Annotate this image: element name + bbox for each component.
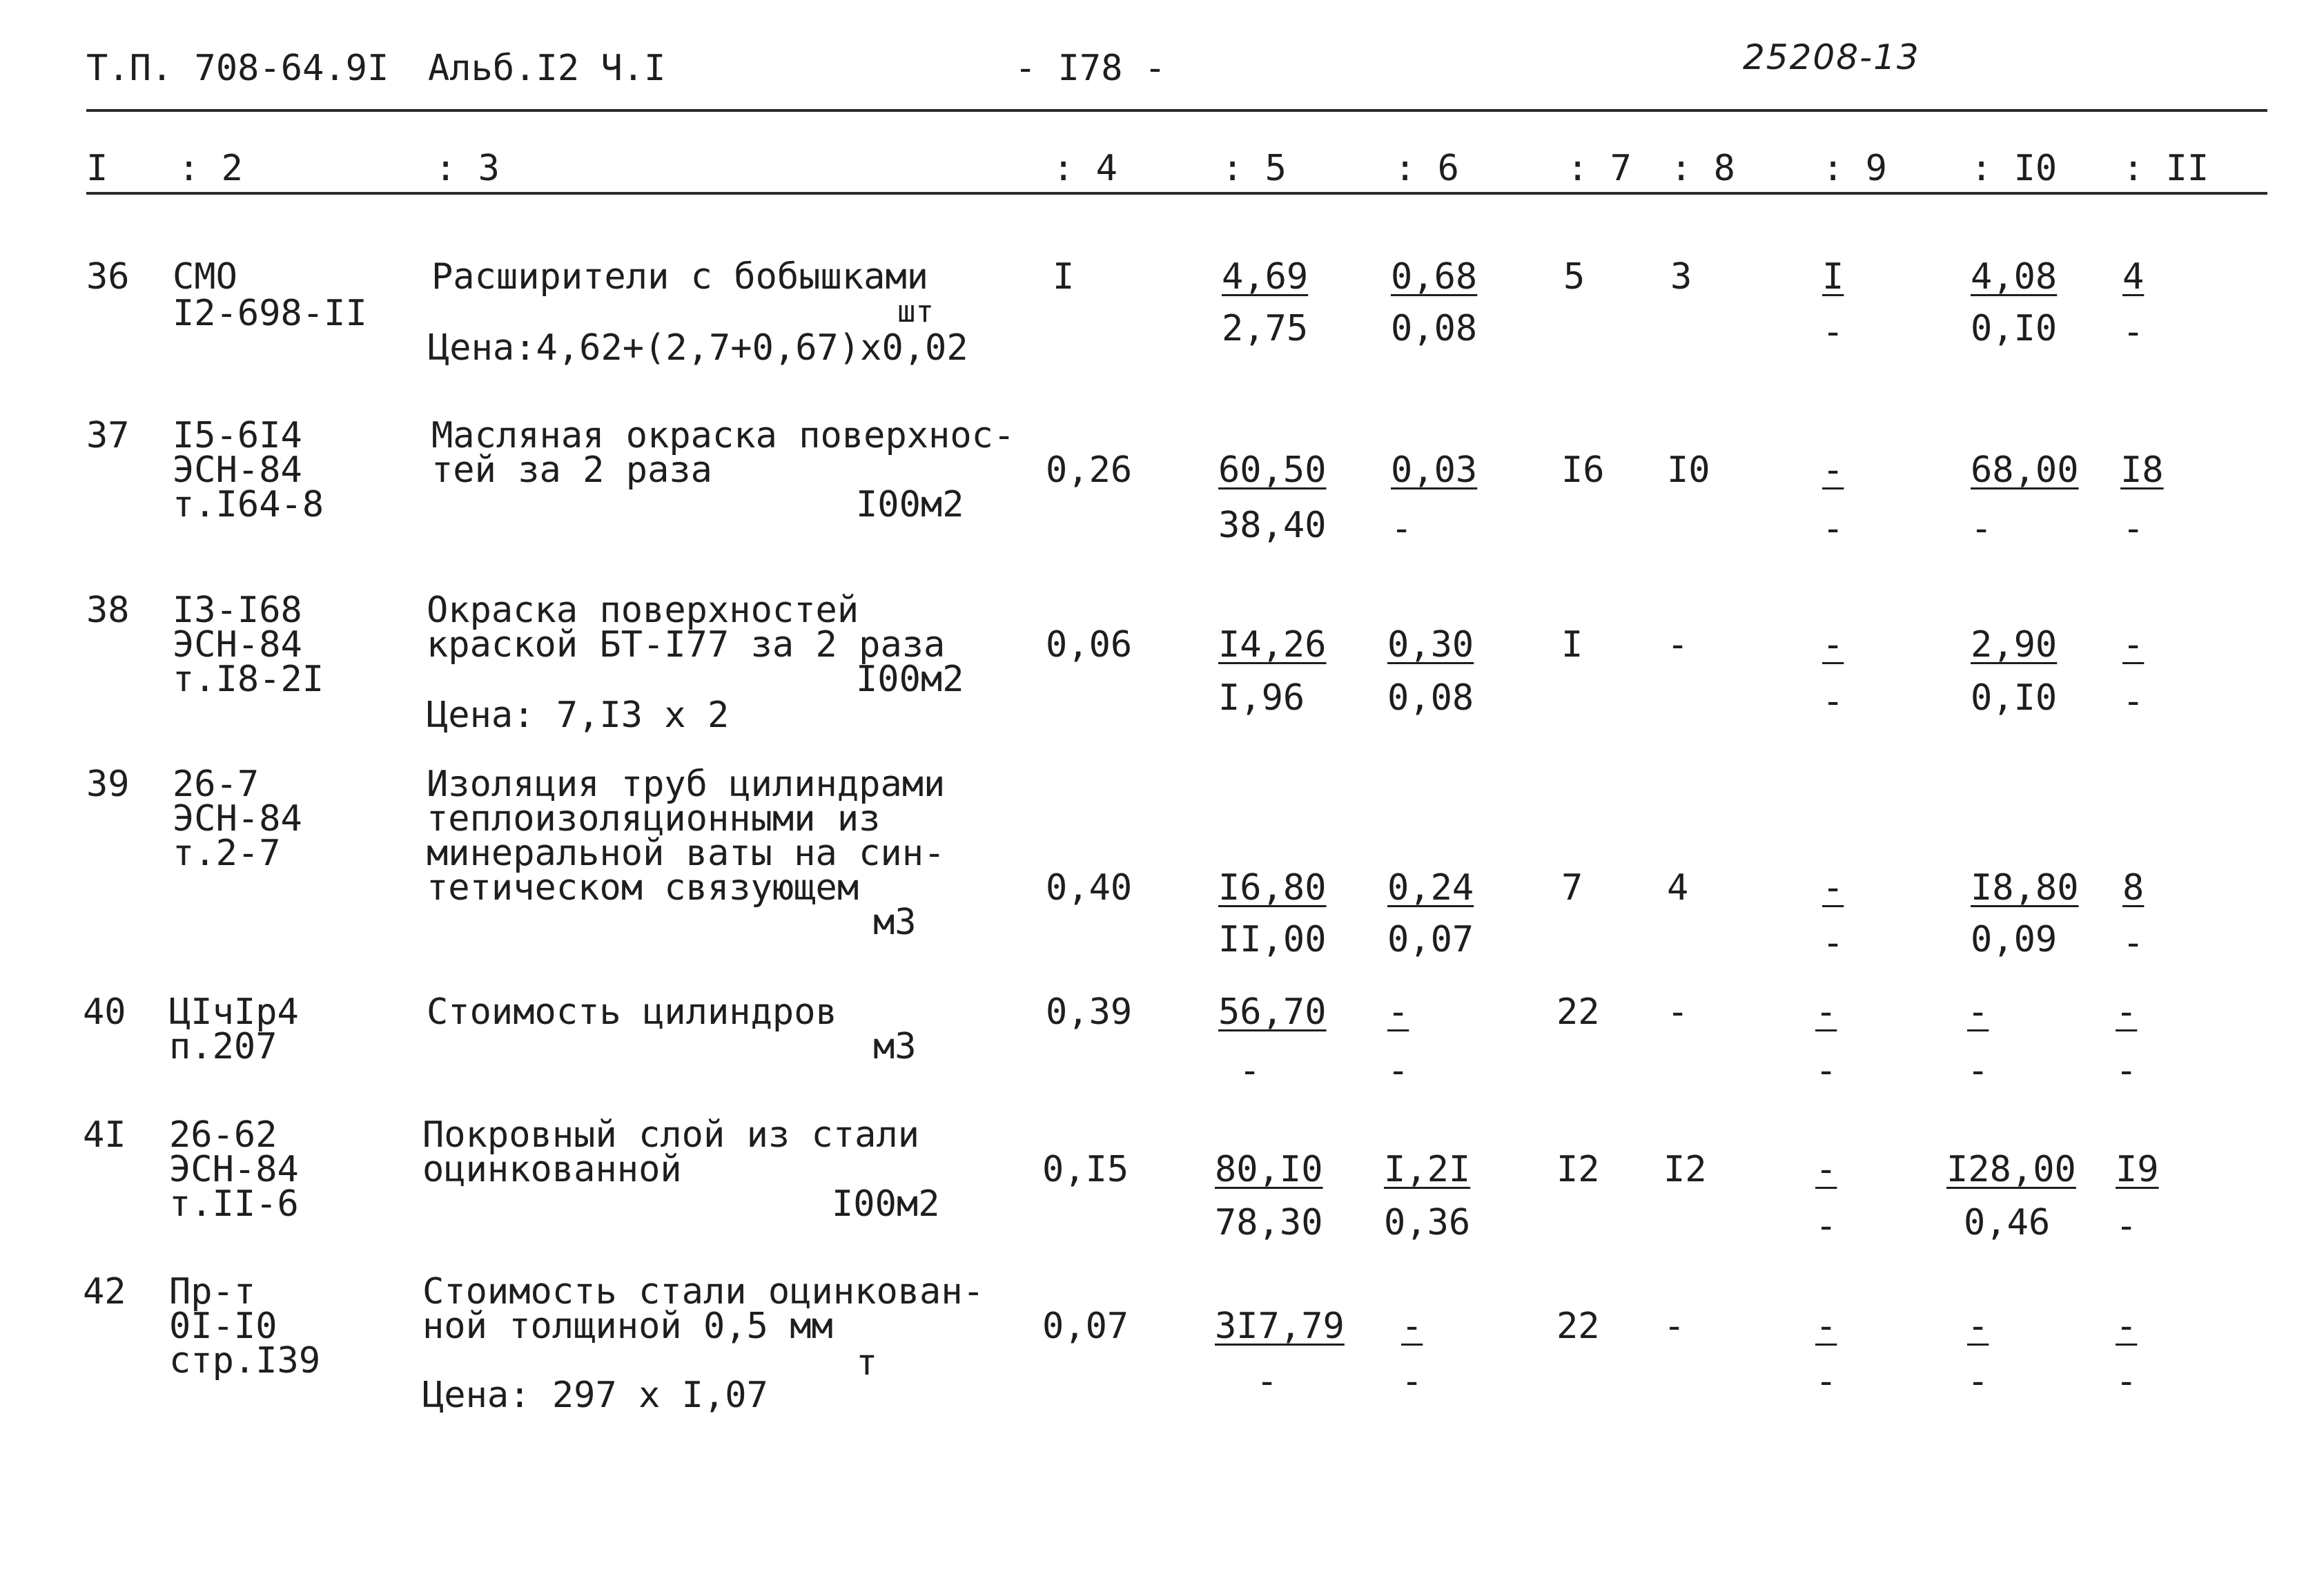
col9-bottom: - [1822,508,1844,550]
col5-bottom: I,96 [1218,677,1305,719]
quantity: 0,I5 [1042,1149,1129,1190]
code-line: I2-698-II [173,293,367,334]
code-line: стр.I39 [169,1340,321,1381]
column-header: : 3 [435,148,500,189]
col10-bottom: 0,I0 [1971,308,2058,349]
unit: I00м2 [856,659,964,700]
col7: 22 [1556,1306,1600,1347]
col10-top: - [1967,991,1989,1033]
col10-top: 4,08 [1971,256,2058,298]
quantity: 0,39 [1046,991,1133,1033]
price-note: Цена: 297 х I,07 [422,1375,768,1416]
code-line: ЭСН-84 [173,449,302,491]
col8: I0 [1667,449,1710,491]
col8: - [1663,1306,1686,1347]
code-line: ЭСН-84 [169,1149,299,1190]
unit: т [856,1342,878,1384]
col5-top: I6,80 [1218,867,1327,909]
work-name-line: тетическом связующем [427,867,859,909]
col5-bottom: 2,75 [1222,308,1309,349]
col6-top: 0,68 [1391,256,1478,298]
column-header: : I0 [1971,148,2058,189]
quantity: 0,06 [1046,624,1133,666]
col5-top: 3I7,79 [1215,1306,1345,1347]
col6-top: 0,30 [1387,624,1474,666]
col8: - [1667,624,1689,666]
unit: м3 [873,902,917,943]
col10-bottom: - [1967,1361,1989,1402]
work-name-line: Расширители с бобышками [431,256,929,298]
col11-top: 4 [2122,256,2145,298]
code-line: 26-7 [173,764,260,805]
col6-bottom: - [1387,1050,1409,1092]
code-line: Пр-т [169,1271,256,1312]
row-number: 39 [86,764,130,805]
price-note: Цена: 7,I3 х 2 [427,695,730,736]
row-number: 36 [86,256,130,298]
header-rule [86,109,2267,112]
col6-bottom: 0,07 [1387,919,1474,960]
code-line: ЭСН-84 [173,798,302,840]
col9-top: - [1822,867,1844,909]
work-name-line: Масляная окраска поверхнос- [431,415,1015,456]
col10-bottom: 0,46 [1964,1202,2051,1243]
work-name-line: Стоимость цилиндров [427,991,837,1033]
col5-top: 80,I0 [1215,1149,1323,1190]
col10-bottom: 0,I0 [1971,677,2058,719]
code-line: I3-I68 [173,590,302,631]
col9-bottom: - [1822,311,1844,353]
col11-bottom: - [2122,922,2145,964]
column-header: : 2 [178,148,243,189]
col11-top: I9 [2116,1149,2159,1190]
col9-top: - [1815,1149,1837,1190]
row-number: 38 [86,590,130,631]
column-header: : 8 [1670,148,1735,189]
col7: I6 [1561,449,1605,491]
work-name-line: теплоизоляционными из [427,798,881,840]
col5-top: 60,50 [1218,449,1327,491]
col5-bottom: - [1239,1050,1261,1092]
price-note: Цена:4,62+(2,7+0,67)х0,02 [428,327,968,369]
col10-bottom: - [1967,1050,1989,1092]
col10-top: 68,00 [1971,449,2079,491]
col6-bottom: - [1391,508,1413,550]
col9-top: - [1822,449,1844,491]
col5-top: 4,69 [1222,256,1309,298]
quantity: I [1053,256,1075,298]
col11-bottom: - [2116,1361,2138,1402]
col11-bottom: - [2116,1050,2138,1092]
column-header: : 5 [1222,148,1287,189]
work-name-line: ной толщиной 0,5 мм [422,1306,833,1347]
col9-bottom: - [1815,1205,1837,1247]
column-header: : 6 [1394,148,1459,189]
row-number: 40 [83,991,126,1033]
column-header: : 4 [1053,148,1117,189]
col6-bottom: 0,36 [1384,1202,1471,1243]
col6-top: I,2I [1384,1149,1471,1190]
col8: 4 [1667,867,1689,909]
column-header: : II [2122,148,2209,189]
col10-top: I28,00 [1946,1149,2076,1190]
work-name-line: Изоляция труб цилиндрами [427,764,946,805]
col7: 7 [1561,867,1583,909]
unit: I00м2 [832,1183,940,1225]
col5-bottom: 78,30 [1215,1202,1323,1243]
page-number: - I78 - [1015,48,1166,89]
col5-bottom: - [1256,1361,1278,1402]
col9-top: - [1815,991,1837,1033]
col7: I2 [1556,1149,1600,1190]
col7: I [1561,624,1583,666]
col8: 3 [1670,256,1692,298]
inventory-number: 25208-13 [1743,37,1920,77]
col10-top: 2,90 [1971,624,2058,666]
col6-bottom: - [1401,1361,1423,1402]
col5-bottom: II,00 [1218,919,1327,960]
col9-bottom: - [1822,922,1844,964]
code-line: 0I-I0 [169,1306,277,1347]
col10-top: I8,80 [1971,867,2079,909]
column-header: : 7 [1567,148,1632,189]
unit: шт [897,294,934,329]
col9-bottom: - [1822,681,1844,722]
unit: м3 [873,1026,917,1067]
col6-bottom: 0,08 [1387,677,1474,719]
col6-bottom: 0,08 [1391,308,1478,349]
col10-bottom: - [1971,508,1993,550]
col11-bottom: - [2116,1205,2138,1247]
row-number: 4I [83,1114,126,1156]
code-line: т.I8-2I [173,659,324,700]
col11-top: - [2122,624,2145,666]
unit: I00м2 [856,484,964,525]
col9-top: I [1822,256,1844,298]
row-number: 37 [86,415,130,456]
col11-bottom: - [2122,508,2145,550]
column-header: I [86,148,108,189]
code-line: т.2-7 [173,833,281,874]
code-line: I5-6I4 [173,415,302,456]
col11-top: - [2116,991,2138,1033]
col10-bottom: 0,09 [1971,919,2058,960]
col11-top: - [2116,1306,2138,1347]
quantity: 0,40 [1046,867,1133,909]
code-line: СМО [173,256,237,298]
quantity: 0,07 [1042,1306,1129,1347]
col5-bottom: 38,40 [1218,505,1327,546]
col10-top: - [1967,1306,1989,1347]
code-line: ЭСН-84 [173,624,302,666]
col7: 5 [1563,256,1585,298]
work-name-line: оцинкованной [422,1149,682,1190]
col6-top: - [1387,991,1409,1033]
work-name-line: минеральной ваты на син- [427,833,946,874]
work-name-line: тей за 2 раза [431,449,712,491]
column-header: : 9 [1822,148,1887,189]
work-name-line: Покровный слой из стали [422,1114,920,1156]
work-name-line: Окраска поверхностей [427,590,859,631]
col8: I2 [1663,1149,1707,1190]
col5-top: I4,26 [1218,624,1327,666]
code-line: ЦIчIр4 [169,991,299,1033]
col6-top: - [1401,1306,1423,1347]
col9-top: - [1822,624,1844,666]
quantity: 0,26 [1046,449,1133,491]
col11-bottom: - [2122,681,2145,722]
col8: - [1667,991,1689,1033]
code-line: 26-62 [169,1114,277,1156]
col11-bottom: - [2122,311,2145,353]
work-name-line: краской БТ-I77 за 2 раза [427,624,946,666]
col9-bottom: - [1815,1050,1837,1092]
work-name-line: Стоимость стали оцинкован- [422,1271,984,1312]
col11-top: I8 [2120,449,2164,491]
col9-top: - [1815,1306,1837,1347]
document-code: Т.П. 708-64.9I [86,48,389,89]
album-label: Альб.I2 Ч.I [428,48,666,89]
code-line: п.207 [169,1026,277,1067]
col6-top: 0,24 [1387,867,1474,909]
col11-top: 8 [2122,867,2145,909]
code-line: т.II-6 [169,1183,299,1225]
col9-bottom: - [1815,1361,1837,1402]
col5-top: 56,70 [1218,991,1327,1033]
row-number: 42 [83,1271,126,1312]
col6-top: 0,03 [1391,449,1478,491]
code-line: т.I64-8 [173,484,324,525]
col7: 22 [1556,991,1600,1033]
column-header-rule [86,192,2267,195]
